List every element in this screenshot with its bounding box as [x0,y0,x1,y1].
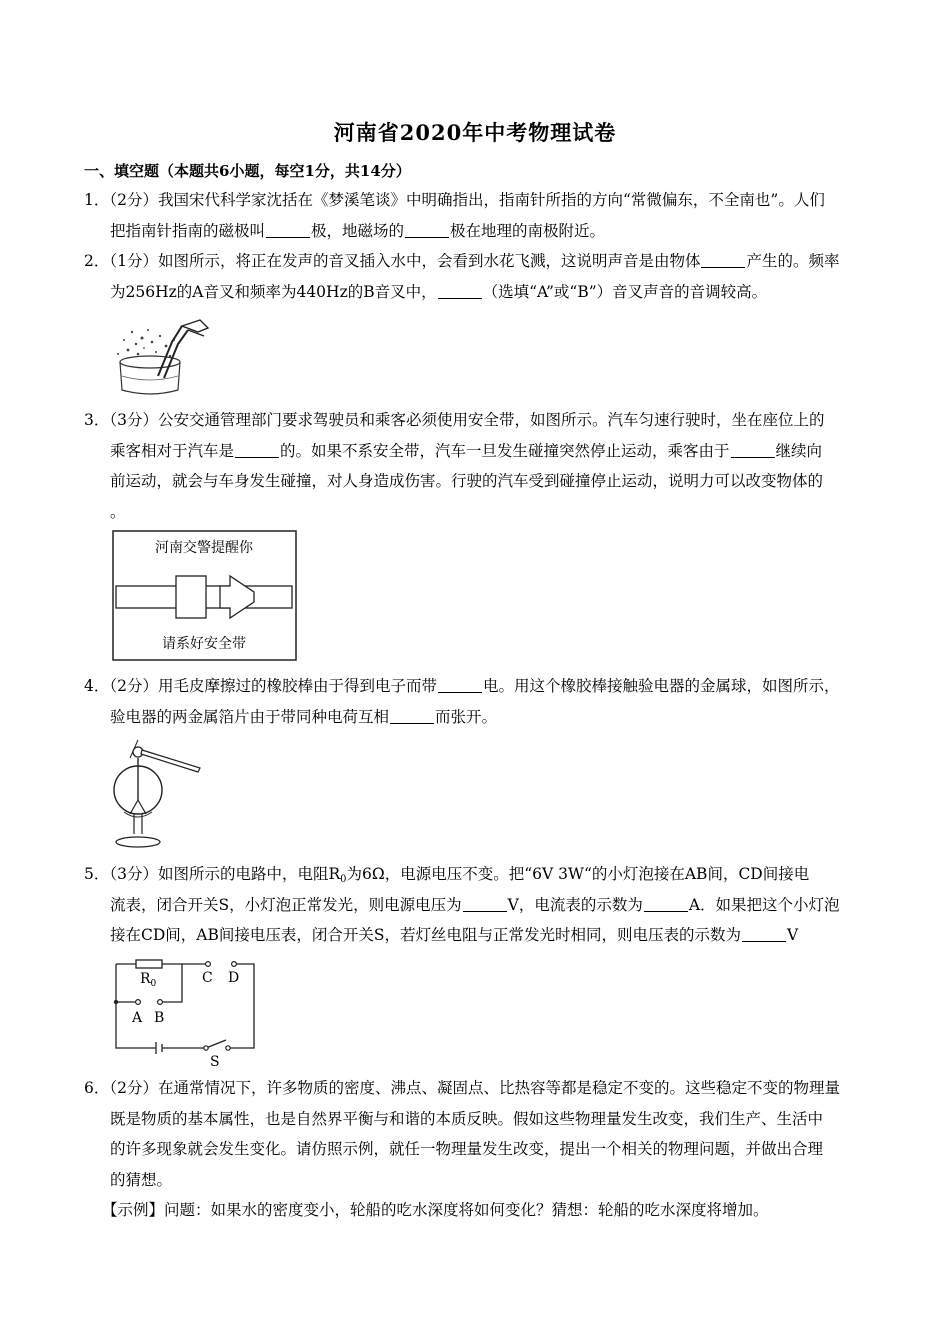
answer-blank[interactable] [701,249,745,268]
answer-blank[interactable] [742,923,786,942]
q6-line-2: 既是物质的基本属性，也是自然界平衡与和谐的本质反映。假如这些物理量发生改变，我们生产、生活中 [110,1109,824,1128]
question-1 [84,185,874,246]
seatbelt-sign-figure [112,530,298,662]
q6-line-1: 6．（2分）在通常情况下，许多物质的密度、沸点、凝固点、比热容等都是稳定不变的。这些稳定不变的物理量 [84,1079,840,1097]
label-c: C [202,970,213,986]
page-title: 河南省2020年中考物理试卷 [333,120,617,145]
q6-line-3: 的许多现象就会发生变化。请仿照示例，就任一物理量发生改变，提出一个相关的物理问题，并做出合理 [110,1140,824,1158]
electroscope-figure [108,738,202,850]
q3-line-4: 。 [110,502,126,521]
answer-blank[interactable] [266,219,310,238]
answer-blank[interactable] [438,674,482,693]
q4-line-2: 验电器的两金属箔片由于带同种电荷互相 而张开。 [84,702,874,733]
label-s: S [210,1054,220,1068]
q4-line-1: 4．（2分）用毛皮摩擦过的橡胶棒由于得到电子而带 电。用这个橡胶棒接触验电器的金属球，如图所示， [84,671,874,702]
q2-line-1: 2．（1分）如图所示，将正在发声的音叉插入水中，会看到水花飞溅，这说明声音是由物体 产生的。频率 [84,246,874,277]
answer-blank[interactable] [405,219,449,238]
q3-line-1: 3．（3分）公安交通管理部门要求驾驶员和乘客必须使用安全带，如图所示。汽车匀速行驶时，坐在座位上的 [84,411,825,429]
q5-line-2: 流表，闭合开关S，小灯泡正常发光，则电源电压为 V，电流表的示数为 A．如果把这个小灯泡 [84,890,874,921]
answer-blank[interactable] [235,439,279,458]
q3-line-3: 前运动，就会与车身发生碰撞，对人身造成伤害。行驶的汽车受到碰撞停止运动，说明力可以改变物体的 [110,472,824,490]
answer-blank[interactable] [463,893,507,912]
q1-line-2: 把指南针指南的磁极叫 极，地磁场的 极在地理的南极附近。 [84,216,874,247]
label-r0: $R_0$ [140,971,157,989]
q6-example: 【示例】问题：如果水的密度变小，轮船的吃水深度将如何变化？猜想：轮船的吃水深度将增加。 [102,1201,769,1219]
q6-line-4: 的猜想。 [110,1170,173,1189]
label-a: A [132,1010,143,1026]
question-5 [84,859,874,951]
question-6 [84,1073,874,1226]
q3-line-2: 乘客相对于汽车是 的。如果不系安全带，汽车一旦发生碰撞突然停止运动，乘客由于 继续向 [84,436,874,467]
q5-line-1: 5．（3分）如图所示的电路中，电阻$R_0$为6Ω，电源电压不变。把“6V 3W“的小灯泡接在AB间，CD间接电 [84,865,810,885]
answer-blank[interactable] [438,280,482,299]
sign-bottom-text: 请系好安全带 [162,636,246,652]
section-heading: 一、填空题（本题共6小题，每空1分，共14分） [84,162,411,180]
q5-line-3: 接在CD间，AB间接电压表，闭合开关S，若灯丝电阻与正常发光时相同，则电压表的示数为 V [84,920,874,951]
label-d: D [228,970,240,986]
q1-line-1: 1．（2分）我国宋代科学家沈括在《梦溪笔谈》中明确指出，指南针所指的方向“常微偏东，不全南也”。人们 [84,191,825,209]
question-3 [84,405,874,527]
circuit-diagram-figure [110,956,262,1068]
answer-blank[interactable] [390,705,434,724]
q2-line-2: 为256Hz的A音叉和频率为440Hz的B音叉中， （选填“A”或“B”）音叉声音的音调较高。 [84,277,874,308]
answer-blank[interactable] [731,439,775,458]
sign-top-text: 河南交警提醒你 [155,540,253,556]
tuning-fork-figure [108,316,214,398]
answer-blank[interactable] [644,893,688,912]
question-2 [84,246,874,307]
question-4 [84,671,874,732]
label-b: B [154,1010,165,1026]
